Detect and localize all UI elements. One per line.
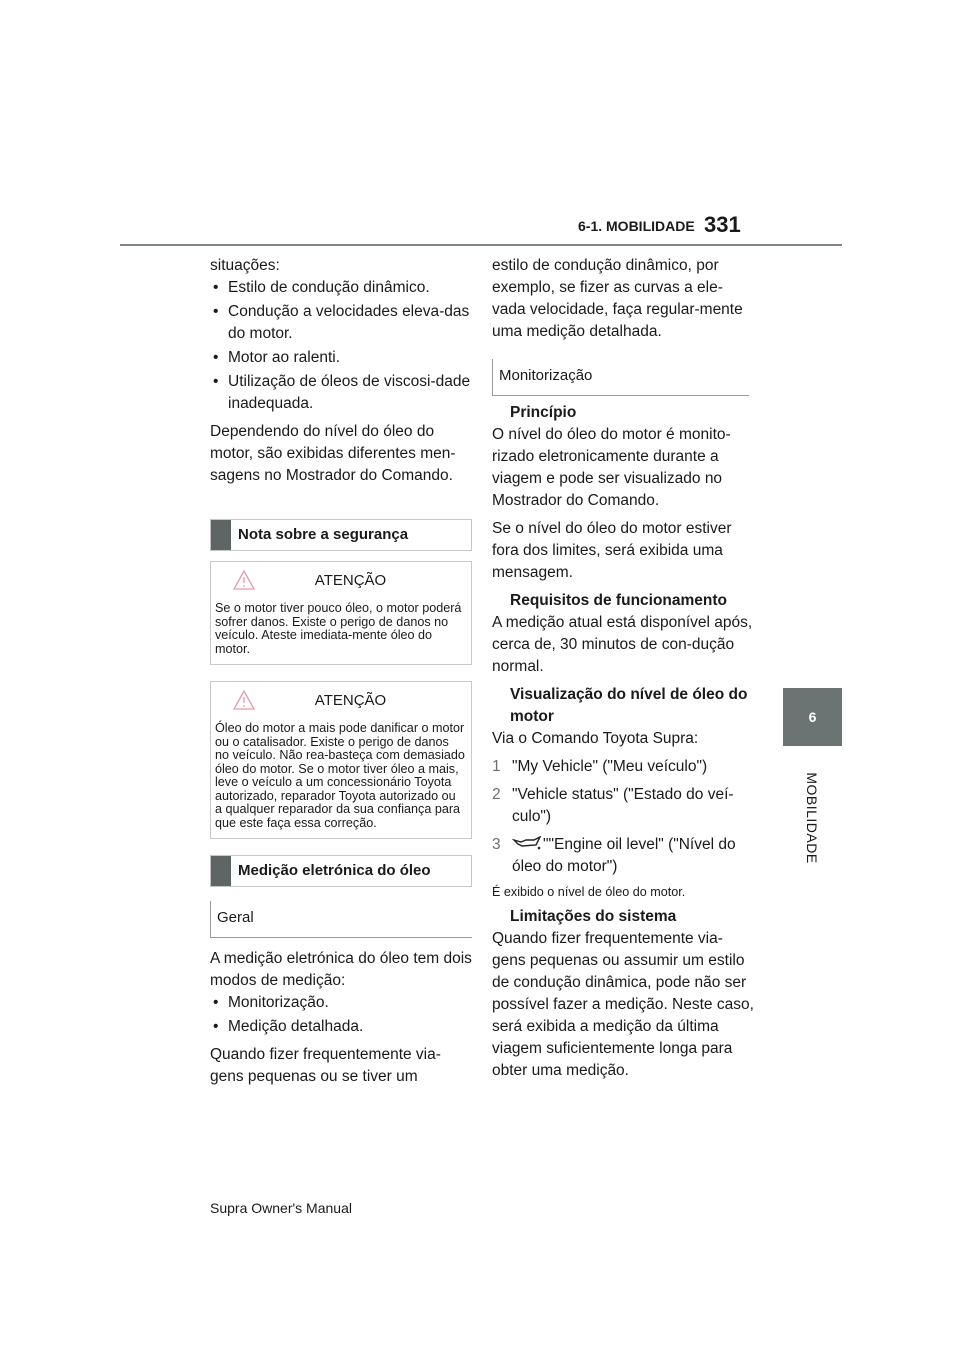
general-subheader: Geral: [210, 901, 472, 938]
step-item: 1 "My Vehicle" ("Meu veículo"): [492, 758, 708, 775]
limits-text: Quando fizer frequentemente via-gens pequenas ou assumir um estilo de condução dinâmica, pode não ser possível fazer a medição. Neste caso, será exibida a medição da última viagem suficientemente longa para obter uma medição.: [492, 930, 754, 1079]
list-item: • Motor ao ralenti.: [213, 349, 340, 366]
left-column: [210, 255, 472, 1088]
step-item: 2 "Vehicle status" ("Estado do veí-culo"): [492, 786, 734, 825]
monitoring-subheader: Monitorização: [492, 359, 749, 396]
safety-note-header: Nota sobre a segurança: [210, 519, 472, 551]
oil-can-icon: [512, 836, 542, 850]
requirements-title: Requisitos de funcionamento: [510, 592, 728, 609]
warning-triangle-icon: [233, 570, 255, 590]
chapter-side-label: MOBILIDADE: [804, 772, 820, 864]
causes-list: [210, 277, 472, 415]
warning-triangle-icon: [233, 690, 255, 710]
trips-text: Quando fizer frequentemente via-gens pequenas ou se tiver um: [210, 1046, 441, 1085]
list-item: • Utilização de óleos de viscosi-dade inadequada.: [213, 373, 471, 412]
measurement-header: Medição eletrónica do óleo: [210, 855, 472, 887]
list-item: • Estilo de condução dinâmico.: [213, 279, 430, 296]
list-item: • Monitorização.: [213, 994, 329, 1011]
intro-text: situações:: [210, 257, 280, 274]
via-text: Via o Comando Toyota Supra:: [492, 730, 699, 747]
warning-box: [210, 561, 472, 665]
display-title: Visualização do nível de óleo do motor: [510, 686, 748, 725]
step-item: 3 ""Engine oil level" ("Nível do óleo do motor"): [492, 836, 736, 875]
warning-text: Se o motor tiver pouco óleo, o motor poderá sofrer danos. Existe o perigo de danos no veículo. Ateste imediata-mente óleo do motor.: [215, 601, 462, 656]
limits-title: Limitações do sistema: [510, 908, 677, 925]
list-item: • Condução a velocidades eleva-das do motor.: [213, 303, 470, 342]
principle-title: Princípio: [510, 404, 577, 421]
warning-text: Óleo do motor a mais pode danificar o motor ou o catalisador. Existe o perigo de danos no veículo. Não rea-basteça com demasiado óleo do motor. Se o motor tiver óleo a mais, leve o veículo a um concessionário Toyota autorizado, reparador Toyota autorizado ou a qualquer reparador da sua confiança para que este faça essa correção.: [215, 721, 465, 830]
right-column: [492, 255, 754, 1082]
principle-text-2: Se o nível do óleo do motor estiver fora dos limites, será exibida uma mensagem.: [492, 520, 732, 581]
warning-title: ATENÇÃO: [314, 692, 387, 709]
depending-text: Dependendo do nível do óleo do motor, são exibidas diferentes men-sagens no Mostrador do Comando.: [210, 423, 456, 484]
warning-title: ATENÇÃO: [314, 572, 387, 589]
chapter-tab: 6: [783, 688, 842, 746]
continuation-text: estilo de condução dinâmico, por exemplo, se fizer as curvas a ele-vada velocidade, faça regular-mente uma medição detalhada.: [492, 257, 743, 340]
requirements-text: A medição atual está disponível após, cerca de, 30 minutos de con-dução normal.: [492, 614, 753, 675]
warning-box: [210, 681, 472, 839]
section-title: 6-1. MOBILIDADE: [578, 218, 695, 234]
modes-intro: A medição eletrónica do óleo tem dois modos de medição:: [210, 950, 472, 989]
header-divider: [120, 244, 842, 246]
list-item: • Medição detalhada.: [213, 1018, 364, 1035]
principle-text: O nível do óleo do motor é monito-rizado eletronicamente durante a viagem e pode ser visualizado no Mostrador do Comando.: [492, 426, 731, 509]
displayed-note: É exibido o nível de óleo do motor.: [492, 885, 686, 899]
page-number: 331: [704, 212, 741, 237]
footer-text: Supra Owner's Manual: [210, 1200, 352, 1216]
